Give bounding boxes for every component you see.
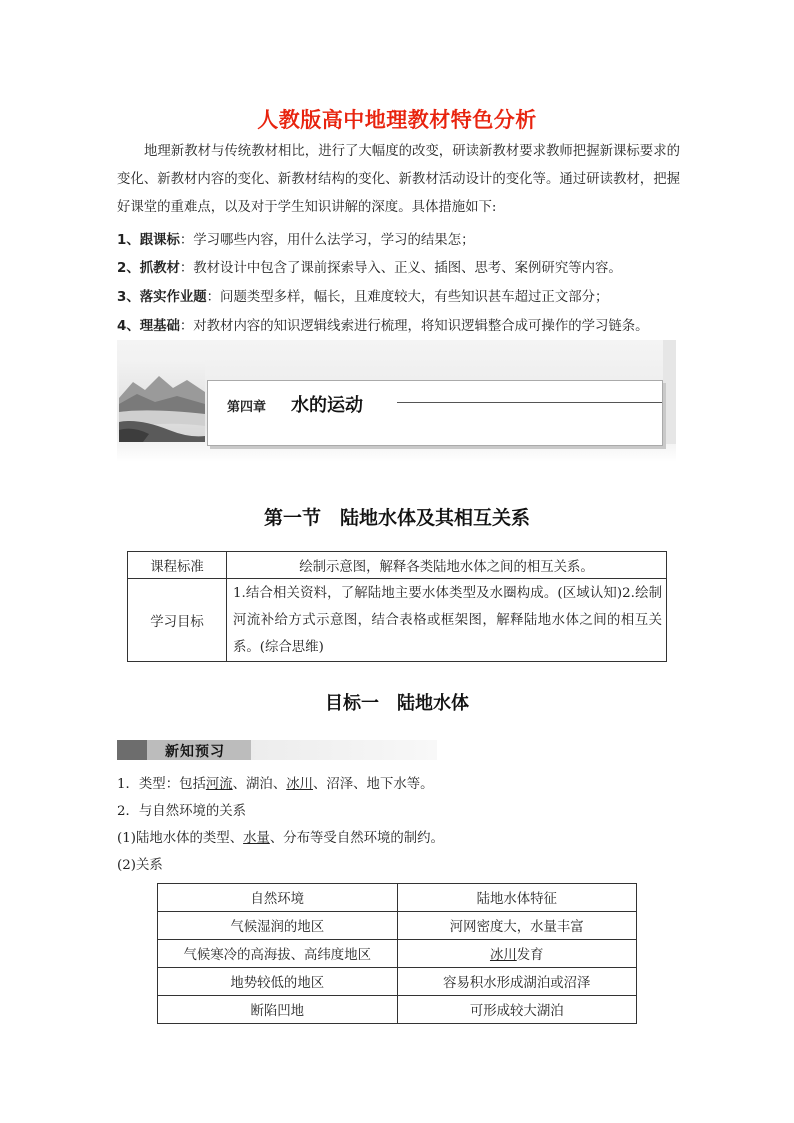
preview-header-strip bbox=[117, 740, 437, 760]
point-text: 、沼泽、地下水等。 bbox=[313, 777, 434, 792]
answer-river: 河流 bbox=[205, 777, 233, 792]
sub-point-2: (2)关系 bbox=[117, 858, 163, 873]
table-cell: 气候寒冷的高海拔、高纬度地区 bbox=[158, 940, 398, 968]
table-cell: 地势较低的地区 bbox=[158, 968, 398, 996]
chapter-underline bbox=[397, 402, 662, 403]
measure-num: 1、 bbox=[117, 233, 140, 248]
table-row bbox=[158, 968, 637, 996]
strip-dark-block bbox=[117, 740, 147, 760]
point-text: 1．类型：包括 bbox=[117, 777, 206, 792]
measure-text: ：学习哪些内容，用什么法学习，学习的结果怎； bbox=[179, 233, 475, 248]
header-cell: 陆地水体特征 bbox=[397, 884, 637, 912]
measure-text: ：教材设计中包含了课前探索导入、正义、插图、思考、案例研究等内容。 bbox=[179, 261, 622, 276]
point-types bbox=[117, 775, 434, 795]
chapter-title-box bbox=[207, 380, 663, 446]
landscape-image bbox=[119, 360, 205, 442]
table-cell: 可形成较大湖泊 bbox=[397, 996, 637, 1024]
answer-glacier: 冰川 bbox=[489, 948, 517, 963]
chapter-banner bbox=[117, 340, 676, 466]
standards-value: 绘制示意图，解释各类陆地水体之间的相互关系。 bbox=[227, 552, 667, 579]
chapter-number: 第四章 bbox=[227, 400, 267, 415]
standards-label: 课程标准 bbox=[128, 552, 227, 579]
sub-point-1 bbox=[117, 829, 444, 849]
environment-table bbox=[157, 883, 637, 1024]
table-cell: 气候湿润的地区 bbox=[158, 912, 398, 940]
measure-text: ：问题类型多样，幅长，且难度较大，有些知识甚车超过正文部分； bbox=[206, 290, 609, 305]
point-relation: 2．与自然环境的关系 bbox=[117, 804, 247, 819]
chapter-name: 水的运动 bbox=[291, 395, 363, 416]
table-row bbox=[158, 912, 637, 940]
banner-side-bar bbox=[663, 340, 676, 444]
measure-label: 跟课标 bbox=[139, 233, 180, 248]
measure-item-4 bbox=[117, 317, 692, 337]
intro-paragraph: 地理新教材与传统教材相比，进行了大幅度的改变，研读新教材要求教师把握新课标要求的变化、新教材内容的变化、新教材结构的变化、新教材活动设计的变化等。通过研读教材，把握好课堂的重难点，以及对于学生知识讲解的深度。具体措施如下: bbox=[117, 144, 680, 215]
point-text: 、分布等受自然环境的制约。 bbox=[269, 831, 444, 846]
page-title: 人教版高中地理教材特色分析 bbox=[257, 108, 537, 132]
measure-label: 理基础 bbox=[139, 319, 180, 334]
cell-rest: 发育 bbox=[516, 948, 544, 963]
measure-item-3 bbox=[117, 288, 692, 308]
table-row bbox=[158, 996, 637, 1024]
answer-amount: 水量 bbox=[243, 831, 270, 846]
table-cell bbox=[397, 940, 637, 968]
measure-num: 2、 bbox=[117, 261, 140, 276]
table-cell: 断陷凹地 bbox=[158, 996, 398, 1024]
table-row bbox=[128, 552, 667, 579]
measure-item-1 bbox=[117, 231, 692, 251]
measure-num: 4、 bbox=[117, 319, 140, 334]
goal-title: 目标一 陆地水体 bbox=[325, 693, 469, 714]
measure-label: 落实作业题 bbox=[139, 290, 207, 305]
standards-table bbox=[127, 551, 667, 662]
table-cell: 河网密度大，水量丰富 bbox=[397, 912, 637, 940]
measure-item-2 bbox=[117, 259, 692, 279]
preview-label: 新知预习 bbox=[165, 744, 225, 760]
table-row bbox=[128, 579, 667, 662]
measure-label: 抓教材 bbox=[139, 261, 180, 276]
point-text: 、湖泊、 bbox=[232, 777, 287, 792]
objectives-value: 1.结合相关资料，了解陆地主要水体类型及水圈构成。(区域认知)2.绘制河流补给方式示意图，结合表格或框架图，解释陆地水体之间的相互关系。(综合思维) bbox=[227, 579, 667, 662]
table-header-row bbox=[158, 884, 637, 912]
table-row bbox=[158, 940, 637, 968]
answer-glacier: 冰川 bbox=[286, 777, 313, 792]
objectives-label: 学习目标 bbox=[128, 579, 227, 662]
point-text: (1)陆地水体的类型、 bbox=[117, 831, 244, 846]
measure-num: 3、 bbox=[117, 290, 140, 305]
header-cell: 自然环境 bbox=[158, 884, 398, 912]
table-cell: 容易积水形成湖泊或沼泽 bbox=[397, 968, 637, 996]
section-title: 第一节 陆地水体及其相互关系 bbox=[263, 507, 530, 529]
measure-text: ：对教材内容的知识逻辑线索进行梳理，将知识逻辑整合成可操作的学习链条。 bbox=[179, 319, 649, 334]
